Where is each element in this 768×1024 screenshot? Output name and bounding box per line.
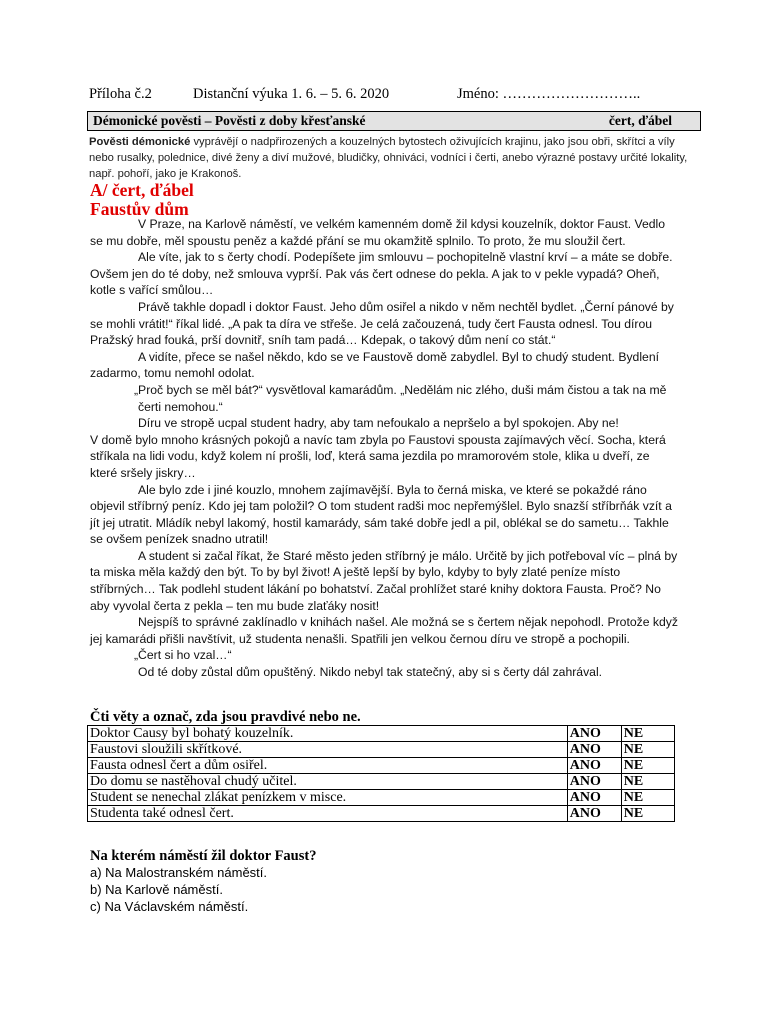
intro-text: vyprávějí o nadpřirozených a kouzelných bytostech oživujících krajinu, jako jsou obři, skřítci a víly nebo rusalky, polednice, divé ženy a diví mužové, bludičky, ohniváci, vodníci i čerti, anebo výrazné postavy určité lokality, např. pohoří, jako je Krakonoš. — [89, 136, 688, 180]
topic-title-bar — [87, 111, 701, 131]
statement-cell: Fausta odnesl čert a dům osiřel. — [88, 758, 568, 774]
story-paragraph: Ale víte, jak to s čerty chodí. Podepíšete jim smlouvu – pochopitelně vlastní krví – a máte se dobře. Ovšem jen do té doby, než smlouva vyprší. Pak vás čert odnese do pekla. A jak to v pekle vypadá? Oheň, kotle s vařící smůlou… — [90, 250, 673, 298]
answer-option-a[interactable]: a) Na Malostranském náměstí. — [90, 865, 268, 880]
yes-option[interactable]: ANO — [567, 742, 621, 758]
yes-option[interactable]: ANO — [567, 790, 621, 806]
statement-cell: Doktor Causy byl bohatý kouzelník. — [88, 726, 568, 742]
table-row — [88, 758, 675, 774]
table-row — [88, 726, 675, 742]
story-paragraph: V domě bylo mnoho krásných pokojů a navíc tam zbyla po Faustovi spousta zajímavých věcí. Socha, která stříkala na lidi vodu, když kolem ní prošli, loď, která sama jezdila po mramorovém stole, klika u dveří, ze které sršely jiskry… — [90, 432, 666, 480]
story-paragraph: Právě takhle dopadl i doktor Faust. Jeho dům osiřel a nikdo v něm nechtěl bydlet. „Černí pánové by se mohli vrátit!“ říkal lidé. „A pak ta díra ve střeše. Je celá začouzená, tudy čert Fausta odnesl. Tou dírou Pražský hrad fouká, prší dovnitř, sníh tam padá… Kdepak, o takový dům není co stát.“ — [90, 299, 674, 348]
story-paragraph: A vidíte, přece se našel někdo, kdo se ve Faustově domě zabydlel. Byl to chudý student. Bydlení zadarmo, tomu nemohl odolat. — [90, 349, 659, 381]
yes-option[interactable]: ANO — [567, 774, 621, 790]
yes-option[interactable]: ANO — [567, 806, 621, 822]
no-option[interactable]: NE — [621, 742, 674, 758]
story-text — [90, 216, 678, 681]
no-option[interactable]: NE — [621, 790, 674, 806]
story-paragraph: „Proč bych se měl bát?“ vysvětloval kamarádům. „Nedělám nic zlého, duši mám čistou a tak na mě čerti nemohou.“ — [134, 382, 667, 414]
story-title: Faustův dům — [90, 199, 189, 219]
table-row — [88, 790, 675, 806]
story-paragraph: Ale bylo zde i jiné kouzlo, mnohem zajímavější. Byla to černá miska, ve které se pokaždé ráno objevil stříbrný peníz. Kdo jej tam položil? O tom student radši moc nepřemýšlel. Bylo snazší stříbrňák vzít a jít jej utratit. Mládík nebyl lakomý, hostil kamarády, sám také dobře jedl a pil, oblékal se do sametu… Takhle se ovšem penízek snadno utratil! — [90, 482, 672, 547]
story-paragraph: A student si začal říkat, že Staré město jeden stříbrný je málo. Určitě by jich potřeboval víc – plná by ta miska měla každý den být. To by byl život! A ještě lepší by bylo, kdyby to byly zlaté peníze místo stříbrných… Tak podlehl student lákání po bohatství. Začal prohlížet staré knihy doktora Fausta. Proč? No aby vyvolal čerta z pekla – ten mu bude zlaťáky nosit! — [90, 548, 678, 613]
yes-option[interactable]: ANO — [567, 758, 621, 774]
no-option[interactable]: NE — [621, 806, 674, 822]
name-field: Jméno: ……………………….. — [457, 86, 641, 102]
course-label: Distanční výuka 1. 6. – 5. 6. 2020 — [193, 86, 390, 102]
attachment-label: Příloha č.2 — [89, 86, 152, 102]
worksheet-header — [89, 86, 689, 106]
task-instruction: Čti věty a označ, zda jsou pravdivé nebo ne. — [90, 709, 361, 725]
section-heading: A/ čert, ďábel — [90, 180, 194, 200]
no-option[interactable]: NE — [621, 758, 674, 774]
table-row — [88, 774, 675, 790]
no-option[interactable]: NE — [621, 774, 674, 790]
statement-cell: Faustovi sloužili skřítkové. — [88, 742, 568, 758]
no-option[interactable]: NE — [621, 726, 674, 742]
story-paragraph: „Čert si ho vzal…“ — [134, 648, 232, 663]
table-row — [88, 806, 675, 822]
intro-term: Pověsti démonické — [89, 136, 191, 148]
topic-title: Démonické pověsti – Pověsti z doby křesťanské — [93, 113, 366, 128]
story-paragraph: Díru ve stropě ucpal student hadry, aby tam nefoukalo a nepršelo a byl spokojen. Aby ne! — [138, 416, 619, 431]
story-paragraph: Nejspíš to správné zaklínadlo v knihách našel. Ale možná se s čertem nějak nepohodl. Protože když jej kamarádi přišli navštívit, už studenta nenašli. Spatřili jen velkou černou díru ve stropě a pochopili. — [90, 615, 678, 646]
statement-cell: Student se nenechal zlákat penízkem v misce. — [88, 790, 568, 806]
answer-option-b[interactable]: b) Na Karlově náměstí. — [90, 882, 223, 897]
story-paragraph: Od té doby zůstal dům opuštěný. Nikdo nebyl tak statečný, aby si s čerty dál zahrával. — [138, 665, 603, 680]
yes-option[interactable]: ANO — [567, 726, 621, 742]
answer-option-c[interactable]: c) Na Václavském náměstí. — [90, 899, 249, 914]
table-row — [88, 742, 675, 758]
statement-cell: Do domu se nastěhoval chudý učitel. — [88, 774, 568, 790]
question-text: Na kterém náměstí žil doktor Faust? — [90, 848, 317, 864]
intro-paragraph — [89, 134, 689, 182]
statement-cell: Studenta také odnesl čert. — [88, 806, 568, 822]
story-paragraph: V Praze, na Karlově náměstí, ve velkém kamenném domě žil kdysi kouzelník, doktor Faust. Vedlo se mu dobře, měl spoustu peněz a každé přání se mu okamžitě splnilo. To proto, že mu sloužil čert. — [90, 217, 666, 248]
topic-subtitle: čert, ďábel — [608, 113, 672, 128]
true-false-table — [87, 725, 675, 822]
